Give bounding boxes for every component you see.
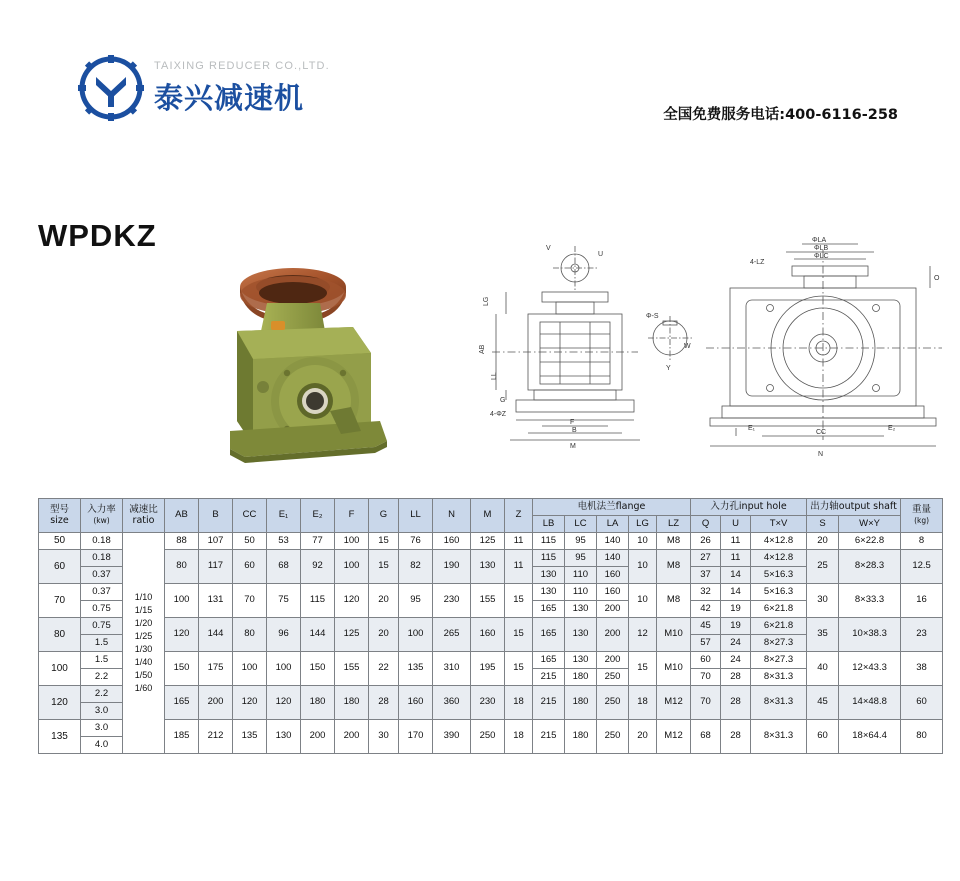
header-F: F [335,499,369,533]
header-ratio [123,499,165,533]
cell-LZ: M12 [657,720,691,754]
service-hotline: 全国免费服务电话:400-6116-258 [663,107,898,123]
cell-CC: 50 [233,533,267,550]
cell-S: 60 [807,720,839,754]
cell-size: 100 [39,652,81,686]
cell-power: 0.18 [81,533,123,550]
cell-Z: 18 [505,686,533,720]
cell-power: 3.0 [81,703,123,720]
page-title: WPDKZ [38,218,157,253]
cell-N: 190 [433,550,471,584]
cell-Q: 60 [691,652,721,669]
cell-M: 130 [471,550,505,584]
front-section-drawing [470,230,720,480]
svg-text:ΦLB: ΦLB [814,245,829,252]
header-N: N [433,499,471,533]
cell-N: 310 [433,652,471,686]
svg-text:N: N [818,451,824,458]
cell-power: 0.37 [81,567,123,584]
specification-table [38,498,932,754]
cell-TXV: 4×12.8 [751,550,807,567]
cell-F: 180 [335,686,369,720]
cell-F: 100 [335,533,369,550]
cell-E1: 100 [267,652,301,686]
worm-gear-reducer-photo [175,235,425,465]
cell-LA: 140 [597,533,629,550]
header-E1: E₁ [267,499,301,533]
header-S: S [807,516,839,533]
cell-M: 160 [471,618,505,652]
cell-S: 40 [807,652,839,686]
cell-power: 0.37 [81,584,123,601]
table-row [39,652,943,669]
header-flange-group: 电机法兰flange [533,499,691,516]
cell-AB: 88 [165,533,199,550]
cell-Q: 37 [691,567,721,584]
cell-Q: 68 [691,720,721,754]
table-row [39,686,943,703]
svg-text:V: V [546,245,551,252]
cell-size: 120 [39,686,81,720]
cell-power: 0.75 [81,618,123,635]
cell-LC: 180 [565,669,597,686]
cell-E2: 150 [301,652,335,686]
cell-TXV: 8×31.3 [751,686,807,720]
svg-text:O: O [934,275,940,282]
cell-E1: 75 [267,584,301,618]
cell-size: 80 [39,618,81,652]
header-G: G [369,499,399,533]
cell-E2: 77 [301,533,335,550]
cell-TXV: 5×16.3 [751,567,807,584]
cell-LB: 215 [533,669,565,686]
brand-logo-block [78,55,330,121]
cell-E2: 144 [301,618,335,652]
cell-LG: 12 [629,618,657,652]
cell-M: 250 [471,720,505,754]
cell-LC: 130 [565,601,597,618]
cell-Q: 26 [691,533,721,550]
cell-AB: 185 [165,720,199,754]
cell-LA: 200 [597,652,629,669]
cell-LC: 180 [565,720,597,754]
cell-E1: 120 [267,686,301,720]
cell-E1: 68 [267,550,301,584]
cell-power: 1.5 [81,635,123,652]
header-power-unit: (kw) [93,515,110,525]
cell-weight: 80 [901,720,943,754]
cell-LL: 135 [399,652,433,686]
cell-AB: 100 [165,584,199,618]
svg-text:CC: CC [816,429,827,436]
header-power [81,499,123,533]
ratio-value: 1/10 [134,591,153,602]
cell-LL: 95 [399,584,433,618]
header-LZ: LZ [657,516,691,533]
svg-text:W: W [684,343,691,350]
cell-TXV: 8×31.3 [751,669,807,686]
cell-weight: 16 [901,584,943,618]
cell-B: 175 [199,652,233,686]
cell-LA: 200 [597,618,629,652]
cell-E2: 180 [301,686,335,720]
ratio-value: 1/40 [134,657,153,668]
side-view-drawing [700,230,955,480]
cell-U: 19 [721,618,751,635]
cell-B: 200 [199,686,233,720]
cell-LB: 115 [533,533,565,550]
cell-TXV: 8×27.3 [751,635,807,652]
cell-TXV: 8×27.3 [751,652,807,669]
ratio-value: 1/30 [134,644,153,654]
cell-LB: 215 [533,686,565,720]
cell-LB: 130 [533,567,565,584]
cell-WXY: 12×43.3 [839,652,901,686]
cell-AB: 80 [165,550,199,584]
cell-B: 144 [199,618,233,652]
cell-G: 20 [369,584,399,618]
cell-E2: 115 [301,584,335,618]
header-U: U [721,516,751,533]
brand-english-name: TAIXING REDUCER CO.,LTD. [154,59,330,72]
svg-text:Φ-S: Φ-S [646,313,659,320]
header-CC: CC [233,499,267,533]
cell-U: 19 [721,601,751,618]
cell-G: 20 [369,618,399,652]
cell-size: 135 [39,720,81,754]
header-size-en: size [50,514,69,526]
cell-power: 4.0 [81,737,123,754]
page-header [0,55,960,140]
cell-AB: 120 [165,618,199,652]
cell-N: 265 [433,618,471,652]
cell-G: 15 [369,533,399,550]
cell-LB: 165 [533,652,565,669]
cell-CC: 135 [233,720,267,754]
header-size [39,499,81,533]
cell-U: 24 [721,652,751,669]
svg-text:ΦLC: ΦLC [814,253,829,260]
svg-text:LG: LG [483,296,490,306]
cell-B: 212 [199,720,233,754]
table-row [39,550,943,567]
ratio-value: 1/60 [134,683,153,694]
cell-LC: 110 [565,567,597,584]
cell-weight: 8 [901,533,943,550]
cell-LG: 10 [629,533,657,550]
cell-Z: 11 [505,533,533,550]
svg-text:M: M [570,443,576,450]
cell-LL: 170 [399,720,433,754]
cell-E2: 92 [301,550,335,584]
cell-Q: 70 [691,669,721,686]
cell-CC: 80 [233,618,267,652]
cell-LL: 76 [399,533,433,550]
svg-text:E₂: E₂ [888,425,896,432]
header-LC: LC [565,516,597,533]
header-ratio-en: ratio [132,514,155,526]
cell-Z: 18 [505,720,533,754]
svg-text:Y: Y [666,365,671,372]
ratio-value: 1/50 [134,670,153,681]
header-weight-unit: (kg) [914,515,930,525]
cell-G: 28 [369,686,399,720]
cell-size: 70 [39,584,81,618]
brand-text [154,60,330,117]
cell-AB: 165 [165,686,199,720]
cell-LZ: M8 [657,533,691,550]
cell-M: 230 [471,686,505,720]
cell-power: 0.18 [81,550,123,567]
cell-TXV: 5×16.3 [751,584,807,601]
cell-S: 20 [807,533,839,550]
ratio-value: 1/25 [134,630,153,641]
header-M: M [471,499,505,533]
cell-weight: 23 [901,618,943,652]
cell-U: 28 [721,669,751,686]
header-output-group: 出力轴output shaft [807,499,901,516]
header-input-group: 入力孔input hole [691,499,807,516]
cell-LA: 140 [597,550,629,567]
cell-M: 125 [471,533,505,550]
cell-TXV: 6×21.8 [751,601,807,618]
cell-WXY: 6×22.8 [839,533,901,550]
cell-WXY: 18×64.4 [839,720,901,754]
cell-LB: 165 [533,618,565,652]
cell-B: 107 [199,533,233,550]
cell-S: 35 [807,618,839,652]
cell-WXY: 8×28.3 [839,550,901,584]
header-weight [901,499,943,533]
cell-Q: 27 [691,550,721,567]
table-row [39,533,943,550]
cell-LL: 82 [399,550,433,584]
cell-TXV: 4×12.8 [751,533,807,550]
cell-S: 25 [807,550,839,584]
cell-LA: 250 [597,720,629,754]
cell-U: 14 [721,567,751,584]
cell-Z: 15 [505,584,533,618]
cell-power: 2.2 [81,686,123,703]
cell-LB: 115 [533,550,565,567]
header-LG: LG [629,516,657,533]
cell-M: 155 [471,584,505,618]
cell-LL: 160 [399,686,433,720]
svg-text:4-LZ: 4-LZ [750,259,765,266]
header-Z: Z [505,499,533,533]
cell-Z: 15 [505,652,533,686]
cell-N: 390 [433,720,471,754]
cell-LZ: M8 [657,550,691,584]
cell-F: 155 [335,652,369,686]
header-LL: LL [399,499,433,533]
table-body [39,533,943,754]
cell-WXY: 8×33.3 [839,584,901,618]
cell-power: 3.0 [81,720,123,737]
cell-LZ: M12 [657,686,691,720]
cell-LC: 130 [565,618,597,652]
header-E2: E₂ [301,499,335,533]
cell-B: 131 [199,584,233,618]
cell-size: 60 [39,550,81,584]
cell-power: 2.2 [81,669,123,686]
cell-N: 230 [433,584,471,618]
cell-LG: 20 [629,720,657,754]
cell-power: 1.5 [81,652,123,669]
cell-U: 14 [721,584,751,601]
cell-CC: 60 [233,550,267,584]
cell-LG: 10 [629,584,657,618]
header-AB: AB [165,499,199,533]
cell-LB: 165 [533,601,565,618]
svg-text:AB: AB [479,344,486,354]
cell-Z: 11 [505,550,533,584]
cell-G: 22 [369,652,399,686]
cell-weight: 12.5 [901,550,943,584]
cell-LA: 160 [597,567,629,584]
svg-text:B: B [572,427,577,434]
cell-LC: 130 [565,652,597,669]
header-Q: Q [691,516,721,533]
cell-B: 117 [199,550,233,584]
cell-LC: 95 [565,550,597,567]
cell-CC: 100 [233,652,267,686]
header-size-cn: 型号 [49,503,69,515]
table-row [39,618,943,635]
svg-text:LL: LL [491,372,498,380]
cell-E1: 130 [267,720,301,754]
table-row [39,584,943,601]
cell-U: 28 [721,720,751,754]
svg-text:F: F [570,419,575,426]
cell-U: 11 [721,533,751,550]
cell-size: 50 [39,533,81,550]
cell-AB: 150 [165,652,199,686]
cell-F: 120 [335,584,369,618]
svg-text:4-ΦZ: 4-ΦZ [490,411,507,418]
cell-M: 195 [471,652,505,686]
cell-Z: 15 [505,618,533,652]
cell-LG: 15 [629,652,657,686]
cell-F: 100 [335,550,369,584]
cell-N: 360 [433,686,471,720]
cell-LZ: M8 [657,584,691,618]
cell-E1: 53 [267,533,301,550]
cell-weight: 60 [901,686,943,720]
brand-chinese-name: 泰兴减速机 [154,80,305,115]
header-power-cn: 入力率 [87,503,116,515]
header-TXV: T×V [751,516,807,533]
cell-G: 30 [369,720,399,754]
cell-Q: 32 [691,584,721,601]
header-LA: LA [597,516,629,533]
header-WXY: W×Y [839,516,901,533]
header-weight-cn: 重量 [912,503,932,515]
figures-area [0,200,960,490]
cell-TXV: 8×31.3 [751,720,807,754]
cell-F: 125 [335,618,369,652]
cell-Q: 45 [691,618,721,635]
cell-LA: 250 [597,669,629,686]
cell-U: 11 [721,550,751,567]
cell-power: 0.75 [81,601,123,618]
header-B: B [199,499,233,533]
cell-U: 28 [721,686,751,720]
cell-LA: 200 [597,601,629,618]
svg-text:G: G [500,397,506,404]
cell-G: 15 [369,550,399,584]
cell-WXY: 10×38.3 [839,618,901,652]
cell-LZ: M10 [657,618,691,652]
cell-ratio-list [123,533,165,754]
cell-N: 160 [433,533,471,550]
cell-LC: 110 [565,584,597,601]
cell-LG: 10 [629,550,657,584]
header-LB: LB [533,516,565,533]
cell-S: 30 [807,584,839,618]
cell-LZ: M10 [657,652,691,686]
cell-U: 24 [721,635,751,652]
header-ratio-cn: 减速比 [129,503,158,515]
cell-TXV: 6×21.8 [751,618,807,635]
cell-Q: 70 [691,686,721,720]
cell-WXY: 14×48.8 [839,686,901,720]
cell-LB: 215 [533,720,565,754]
cell-E1: 96 [267,618,301,652]
table-row [39,720,943,737]
svg-text:E₁: E₁ [748,425,756,432]
cell-LA: 160 [597,584,629,601]
svg-text:ΦLA: ΦLA [812,237,827,244]
cell-LC: 180 [565,686,597,720]
cell-F: 200 [335,720,369,754]
cell-LC: 95 [565,533,597,550]
svg-text:U: U [598,251,604,258]
cell-LG: 18 [629,686,657,720]
cell-CC: 120 [233,686,267,720]
cell-CC: 70 [233,584,267,618]
ratio-value: 1/15 [134,604,153,615]
cell-Q: 42 [691,601,721,618]
gear-logo-icon [78,55,144,121]
cell-E2: 200 [301,720,335,754]
cell-LB: 130 [533,584,565,601]
cell-LL: 100 [399,618,433,652]
cell-weight: 38 [901,652,943,686]
cell-S: 45 [807,686,839,720]
cell-LA: 250 [597,686,629,720]
cell-Q: 57 [691,635,721,652]
ratio-value: 1/20 [134,617,153,628]
